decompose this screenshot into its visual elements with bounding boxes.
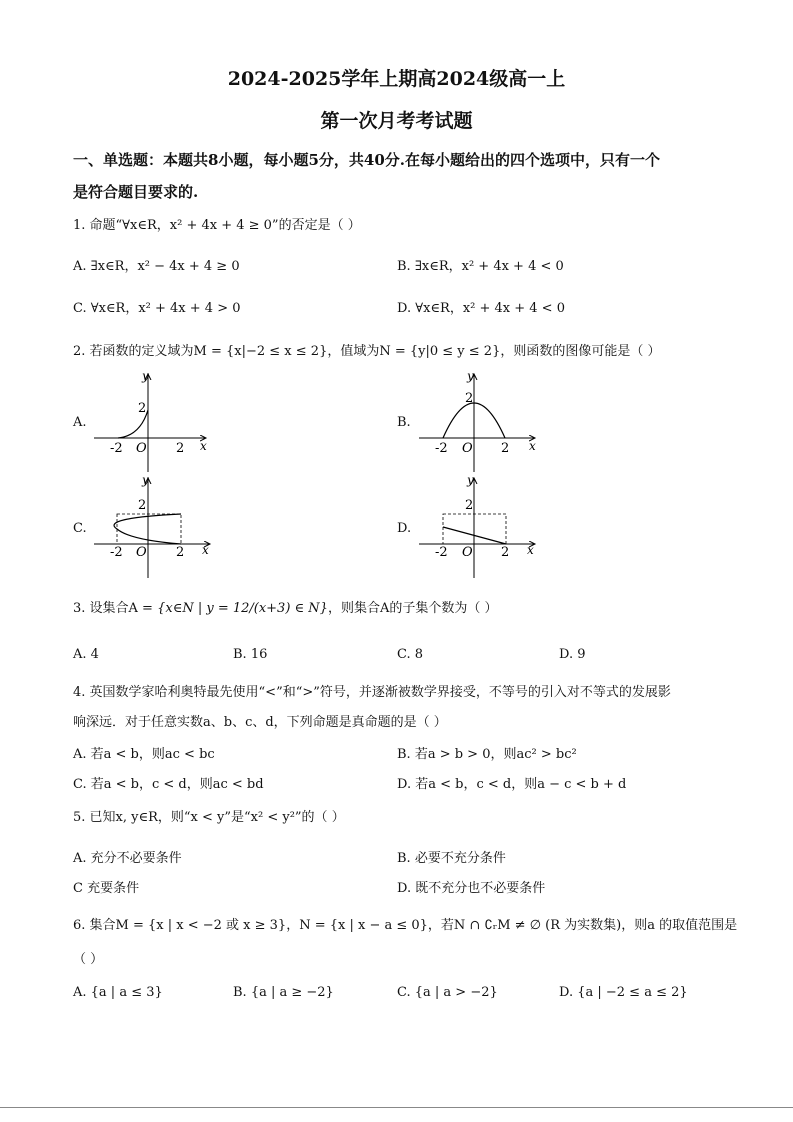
- q4-stem-line2: 响深远．对于任意实数a、b、c、d，下列命题是真命题的是（ ）: [73, 715, 447, 730]
- q2-label-d: D.: [397, 521, 412, 536]
- q3-option-a: A. 4: [73, 647, 99, 662]
- graph-b-x-label: x: [529, 439, 536, 453]
- q4-option-c: C. 若a < b，c < d，则ac < bd: [73, 777, 264, 792]
- q1-option-c: C. ∀x∈R，x² + 4x + 4 > 0: [73, 301, 241, 316]
- graph-c-tick-neg2: -2: [110, 545, 123, 560]
- q2-graph-d: [415, 474, 540, 580]
- q6-option-d: D. {a | −2 ≤ a ≤ 2}: [559, 985, 688, 1000]
- q4-option-a: A. 若a < b，则ac < bc: [73, 747, 215, 762]
- graph-a-tick-2y: 2: [138, 401, 147, 416]
- q2-graph-a: [90, 368, 210, 474]
- section-heading-line2: 是符合题目要求的.: [73, 183, 199, 201]
- q1-option-b: B. ∃x∈R，x² + 4x + 4 < 0: [397, 259, 564, 274]
- page-title-line2: 第一次月考考试题: [320, 110, 473, 132]
- q1-stem: 1. 命题“∀x∈R，x² + 4x + 4 ≥ 0”的否定是（ ）: [73, 218, 361, 233]
- graph-d-tick-2y: 2: [465, 498, 474, 513]
- graph-d-x-label: x: [527, 543, 534, 557]
- graph-c-tick-2y: 2: [138, 498, 147, 513]
- graph-c-tick-2x: 2: [176, 545, 185, 560]
- graph-a-y-label: y: [142, 369, 149, 383]
- q6-option-b: B. {a | a ≥ −2}: [233, 985, 334, 1000]
- q3-stem-pre: 3. 设集合A =: [73, 601, 158, 616]
- q5-option-d: D. 既不充分也不必要条件: [397, 881, 546, 896]
- q3-stem: [73, 597, 497, 616]
- graph-b-origin: O: [462, 441, 473, 456]
- graph-c-x-label: x: [202, 543, 209, 557]
- q4-stem-line1: 4. 英国数学家哈利奥特最先使用“<”和“>”符号，并逐渐被数学界接受，不等号的引入对不等式的发展影: [73, 685, 671, 700]
- q5-option-c: C 充要条件: [73, 881, 140, 896]
- q2-graph-c: [90, 474, 215, 580]
- graph-d-tick-neg2: -2: [435, 545, 448, 560]
- page-bottom-divider: [0, 1107, 793, 1108]
- graph-a-x-label: x: [200, 439, 207, 453]
- q4-option-d: D. 若a < b，c < d，则a − c < b + d: [397, 777, 627, 792]
- graph-c-y-label: y: [142, 474, 149, 487]
- q5-option-b: B. 必要不充分条件: [397, 851, 506, 866]
- q2-label-b: B.: [397, 415, 411, 430]
- q2-graph-b: [415, 368, 540, 474]
- graph-b-tick-2x: 2: [501, 441, 510, 456]
- graph-d-y-label: y: [467, 474, 474, 487]
- page-title-line1: 2024-2025学年上期高2024级高一上: [227, 68, 566, 90]
- graph-c-origin: O: [136, 545, 147, 560]
- q6-option-c: C. {a | a > −2}: [397, 985, 498, 1000]
- q3-option-c: C. 8: [397, 647, 424, 662]
- q6-option-a: A. {a | a ≤ 3}: [73, 985, 163, 1000]
- q2-stem: 2. 若函数的定义域为M = {x|−2 ≤ x ≤ 2}，值域为N = {y|0 ≤ y ≤ 2}，则函数的图像可能是（ ）: [73, 344, 661, 359]
- q1-option-d: D. ∀x∈R，x² + 4x + 4 < 0: [397, 301, 565, 316]
- q1-option-a: A. ∃x∈R，x² − 4x + 4 ≥ 0: [73, 259, 240, 274]
- q5-stem: 5. 已知x, y∈R，则“x < y”是“x² < y²”的（ ）: [73, 810, 345, 825]
- graph-a-tick-neg2: -2: [110, 441, 123, 456]
- q3-option-b: B. 16: [233, 647, 268, 662]
- q3-set-expression: {x∈N | y = 12/(x+3) ∈ N}: [157, 601, 328, 616]
- q5-option-a: A. 充分不必要条件: [73, 851, 182, 866]
- graph-d-origin: O: [462, 545, 473, 560]
- q6-stem-line1: 6. 集合M = {x | x < −2 或 x ≥ 3}，N = {x | x − a ≤ 0}，若N ∩ ∁ᵣM ≠ ∅ (R 为实数集)，则a 的取值范围是: [73, 918, 738, 933]
- q2-label-c: C.: [73, 521, 87, 536]
- graph-b-y-label: y: [467, 369, 474, 383]
- graph-b-tick-neg2: -2: [435, 441, 448, 456]
- graph-d-tick-2x: 2: [501, 545, 510, 560]
- q2-label-a: A.: [73, 415, 87, 430]
- section-heading-line1: 一、单选题：本题共8小题，每小题5分，共40分.在每小题给出的四个选项中，只有一个: [73, 151, 660, 169]
- q4-option-b: B. 若a > b > 0，则ac² > bc²: [397, 747, 577, 762]
- q3-option-d: D. 9: [559, 647, 586, 662]
- graph-b-tick-2y: 2: [465, 391, 474, 406]
- q6-stem-line2: （ ）: [73, 952, 104, 967]
- graph-a-origin: O: [136, 441, 147, 456]
- q3-stem-post: ，则集合A的子集个数为（ ）: [327, 601, 498, 616]
- graph-a-tick-2x: 2: [176, 441, 185, 456]
